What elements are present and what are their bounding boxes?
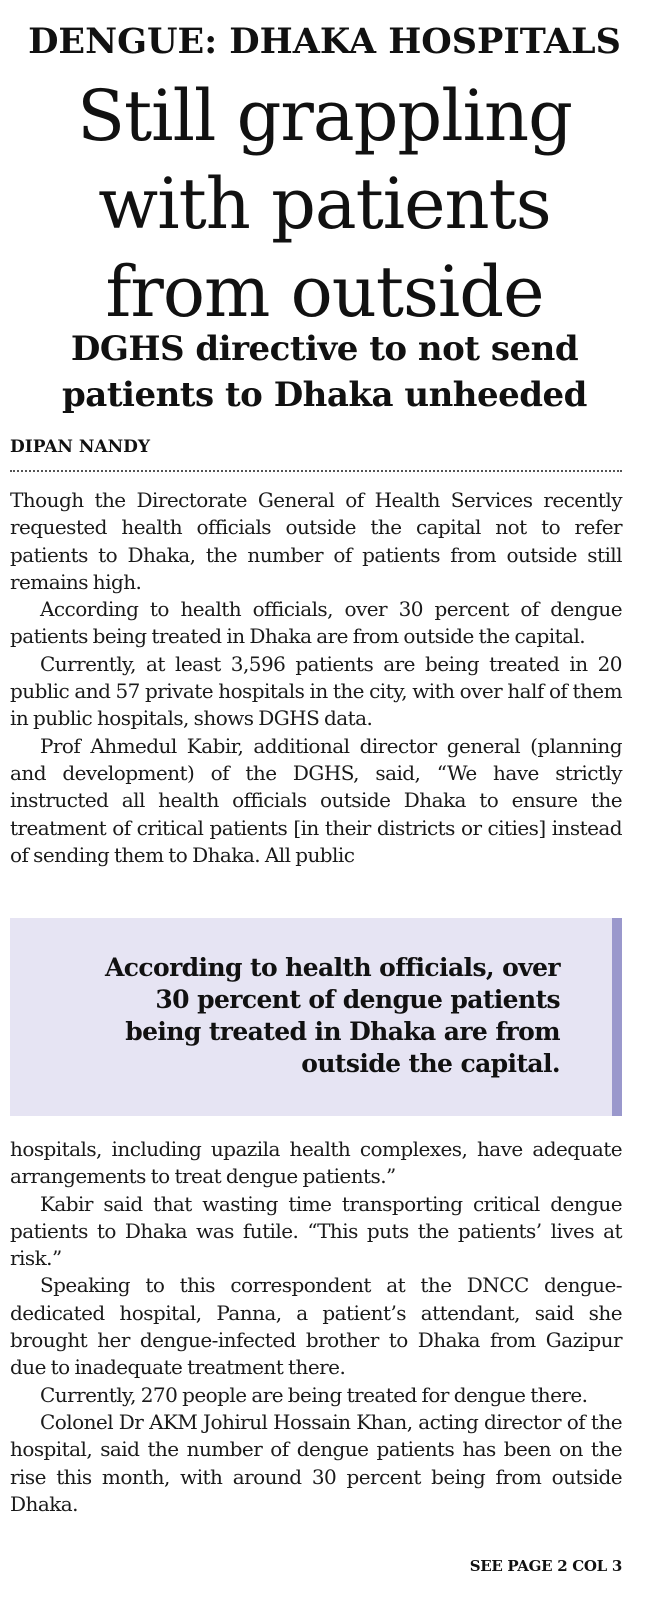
headline-line: with patients [98,163,551,245]
pull-quote-box [10,918,622,1116]
headline-line: Still grappling [77,75,572,157]
pull-quote-line: outside the capital. [301,1049,560,1078]
pull-quote-line: According to health officials, over [104,953,560,982]
continued-jump-line: SEE PAGE 2 COL 3 [469,1557,622,1575]
paragraph: hospitals, including upazila health complexes, have adequate arrangements to treat dengue patients.” [10,1137,622,1189]
paragraph: Currently, 270 people are being treated for dengue there. [40,1382,588,1407]
paragraph: Currently, at least 3,596 patients are being treated in 20 public and 57 private hospitals in the city, with over half of them in public hospitals, shows DGHS data. [10,651,622,731]
kicker: DENGUE: DHAKA HOSPITALS [28,21,621,62]
headline-line: from outside [105,251,544,333]
subheadline [0,326,649,418]
pull-quote-line: 30 percent of dengue patients [155,985,560,1014]
paragraph: Speaking to this correspondent at the DNCC dengue-dedicated hospital, Panna, a patient’s attendant, said she brought her dengue-infected brother to Dhaka from Gazipur due to inadequate treatment there. [10,1273,622,1380]
article-body-top [10,487,622,869]
paragraph: According to health officials, over 30 percent of dengue patients being treated in Dhaka are from outside the capital. [10,597,622,649]
pull-quote [20,952,560,1080]
pull-quote-line: being treated in Dhaka are from [125,1017,560,1046]
paragraph: Though the Directorate General of Health Services recently requested health officials outside the capital not to refer patients to Dhaka, the number of patients from outside still remains high. [10,488,622,594]
subheadline-line: patients to Dhaka unheeded [62,375,587,415]
article-body-bottom [10,1136,622,1518]
dotted-divider [10,470,622,472]
paragraph: Prof Ahmedul Kabir, additional director general (planning and development) of the DGHS, said, “We have strictly instructed all health officials outside Dhaka to ensure the treatment of critical patients [in their districts or cities] instead of sending them to Dhaka. All public [10,733,622,867]
paragraph: Colonel Dr AKM Johirul Hossain Khan, acting director of the hospital, said the number of dengue patients has been on the rise this month, with around 30 percent being from outside Dhaka. [10,1409,622,1516]
headline [0,72,649,336]
byline: DIPAN NANDY [10,437,151,457]
subheadline-line: DGHS directive to not send [70,329,579,369]
paragraph: Kabir said that wasting time transporting critical dengue patients to Dhaka was futile. “This puts the patients’ lives at risk.” [10,1191,622,1271]
